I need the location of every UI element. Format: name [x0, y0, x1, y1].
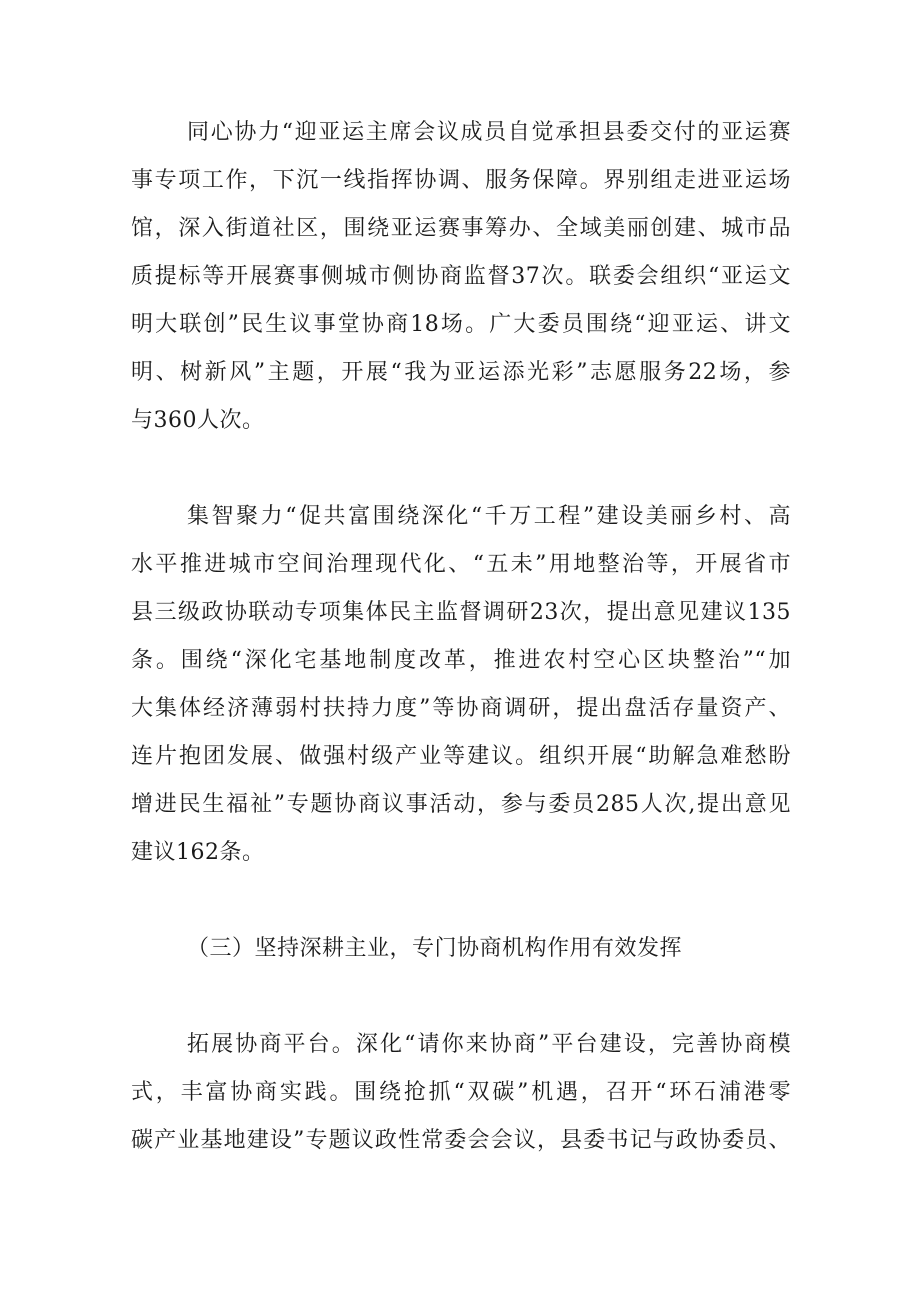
paragraph-line: 拓展协商平台。深化“请你来协商”平台建设，完善协商模	[187, 1032, 791, 1057]
paragraph-line: 水平推进城市空间治理现代化、“五未”用地整治等，开展省市	[131, 552, 791, 577]
paragraph-line: 式，丰富协商实践。围绕抢抓“双碳”机遇，召开“环石浦港零	[131, 1080, 791, 1105]
paragraph-line: 质提标等开展赛事侧城市侧协商监督37次。联委会组织“亚运文	[131, 264, 791, 289]
paragraph-line: 县三级政协联动专项集体民主监督调研23次，提出意见建议135	[131, 600, 791, 625]
paragraph-line: 与360人次。	[131, 408, 265, 433]
paragraph-line: 碳产业基地建设”专题议政性常委会会议，县委书记与政协委员、	[131, 1128, 791, 1153]
paragraph-line: 大集体经济薄弱村扶持力度”等协商调研，提出盘活存量资产、	[131, 696, 791, 721]
paragraph-line: 集智聚力“促共富围绕深化“千万工程”建设美丽乡村、高	[187, 504, 791, 529]
paragraph-line: 同心协力“迎亚运主席会议成员自觉承担县委交付的亚运赛	[187, 120, 791, 145]
paragraph-line: 明、树新风”主题，开展“我为亚运添光彩”志愿服务22场，参	[131, 360, 791, 385]
section-heading: （三）坚持深耕主业，专门协商机构作用有效发挥	[187, 936, 683, 961]
paragraph-line: 明大联创”民生议事堂协商18场。广大委员围绕“迎亚运、讲文	[131, 312, 791, 337]
paragraph-line: 馆，深入街道社区，围绕亚运赛事筹办、全域美丽创建、城市品	[131, 216, 791, 241]
paragraph-line: 连片抱团发展、做强村级产业等建议。组织开展“助解急难愁盼	[131, 744, 791, 769]
paragraph-line: 建议162条。	[131, 840, 265, 865]
paragraph-line: 事专项工作，下沉一线指挥协调、服务保障。界别组走进亚运场	[131, 168, 791, 193]
paragraph-line: 条。围绕“深化宅基地制度改革，推进农村空心区块整治”“加	[131, 648, 791, 673]
paragraph-line: 增进民生福祉”专题协商议事活动，参与委员285人次,提出意见	[131, 792, 791, 817]
